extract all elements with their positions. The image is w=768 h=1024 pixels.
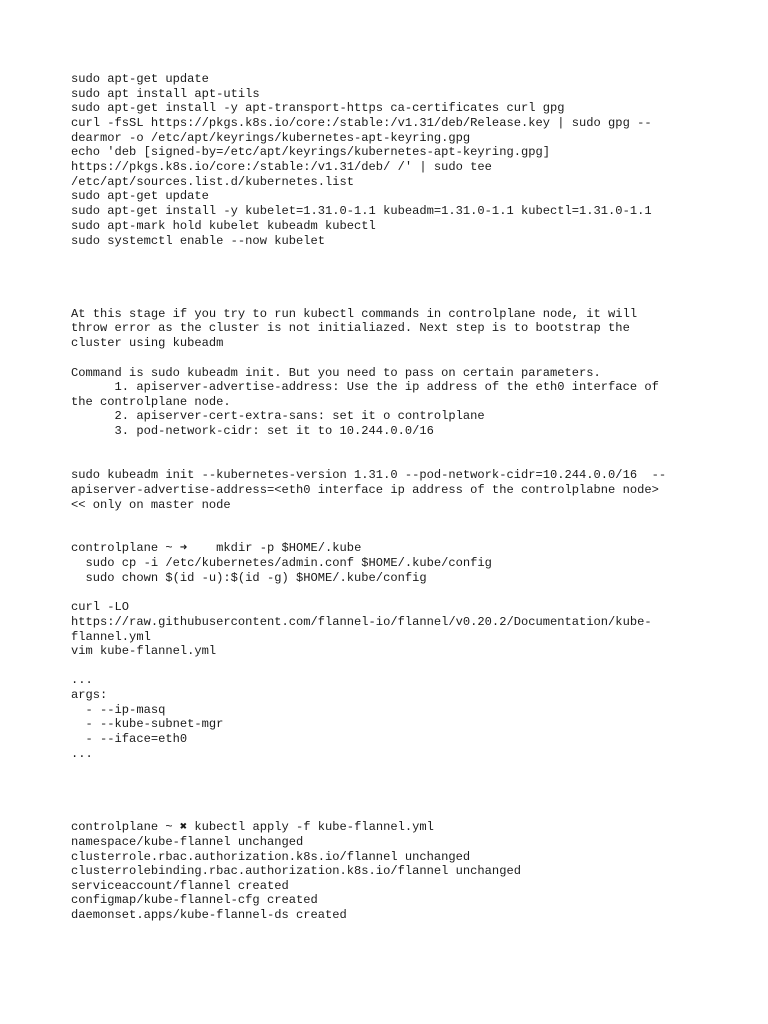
code-line: /etc/apt/sources.list.d/kubernetes.list (71, 175, 355, 189)
list-item: the controlplane node. (71, 395, 231, 409)
code-line: - --kube-subnet-mgr (71, 717, 224, 731)
code-line: sudo cp -i /etc/kubernetes/admin.conf $HOME/.kube/config (71, 556, 492, 570)
code-line: sudo kubeadm init --kubernetes-version 1.31.0 --pod-network-cidr=10.244.0.0/16 -- (71, 468, 667, 482)
code-line: dearmor -o /etc/apt/keyrings/kubernetes-apt-keyring.gpg (71, 131, 471, 145)
code-line: controlplane ~ ➜ mkdir -p $HOME/.kube (71, 541, 362, 555)
code-line: sudo apt-mark hold kubelet kubeadm kubectl (71, 219, 376, 233)
code-line: sudo apt install apt-utils (71, 87, 260, 101)
code-line: echo 'deb [signed-by=/etc/apt/keyrings/kubernetes-apt-keyring.gpg] (71, 145, 550, 159)
code-line: sudo chown $(id -u):$(id -g) $HOME/.kube/config (71, 571, 427, 585)
code-line: namespace/kube-flannel unchanged (71, 835, 304, 849)
code-line: << only on master node (71, 498, 231, 512)
code-line: curl -fsSL https://pkgs.k8s.io/core:/stable:/v1.31/deb/Release.key | sudo gpg -- (71, 116, 652, 130)
text-line: At this stage if you try to run kubectl commands in controlplane node, it will (71, 307, 638, 321)
code-line: sudo apt-get update (71, 189, 209, 203)
code-line: sudo apt-get install -y apt-transport-https ca-certificates curl gpg (71, 101, 565, 115)
code-line: clusterrolebinding.rbac.authorization.k8s.io/flannel unchanged (71, 864, 521, 878)
text-line: Command is sudo kubeadm init. But you need to pass on certain parameters. (71, 366, 601, 380)
text-line: throw error as the cluster is not initialiazed. Next step is to bootstrap the (71, 321, 630, 335)
list-item: 1. apiserver-advertise-address: Use the ip address of the eth0 interface of (71, 380, 659, 394)
code-line: controlplane ~ ✖ kubectl apply -f kube-flannel.yml (71, 820, 434, 834)
code-line: sudo systemctl enable --now kubelet (71, 234, 326, 248)
code-line: sudo apt-get install -y kubelet=1.31.0-1.1 kubeadm=1.31.0-1.1 kubectl=1.31.0-1.1 (71, 204, 652, 218)
code-line: vim kube-flannel.yml (71, 644, 217, 658)
code-line: daemonset.apps/kube-flannel-ds created (71, 908, 347, 922)
code-line: https://pkgs.k8s.io/core:/stable:/v1.31/deb/ /' | sudo tee (71, 160, 492, 174)
code-line: clusterrole.rbac.authorization.k8s.io/flannel unchanged (71, 850, 471, 864)
code-line: args: (71, 688, 108, 702)
code-line: ... (71, 747, 93, 761)
code-line: - --ip-masq (71, 703, 166, 717)
text-line: cluster using kubeadm (71, 336, 224, 350)
code-line: https://raw.githubusercontent.com/flannel-io/flannel/v0.20.2/Documentation/kube- (71, 615, 652, 629)
code-line: flannel.yml (71, 630, 151, 644)
list-item: 3. pod-network-cidr: set it to 10.244.0.0/16 (71, 424, 434, 438)
code-line: - --iface=eth0 (71, 732, 188, 746)
code-line: ... (71, 673, 93, 687)
code-line: configmap/kube-flannel-cfg created (71, 893, 318, 907)
code-line: apiserver-advertise-address=<eth0 interface ip address of the controlplabne node> (71, 483, 659, 497)
code-line: serviceaccount/flannel created (71, 879, 289, 893)
list-item: 2. apiserver-cert-extra-sans: set it o controlplane (71, 409, 485, 423)
code-line: curl -LO (71, 600, 130, 614)
code-line: sudo apt-get update (71, 72, 209, 86)
